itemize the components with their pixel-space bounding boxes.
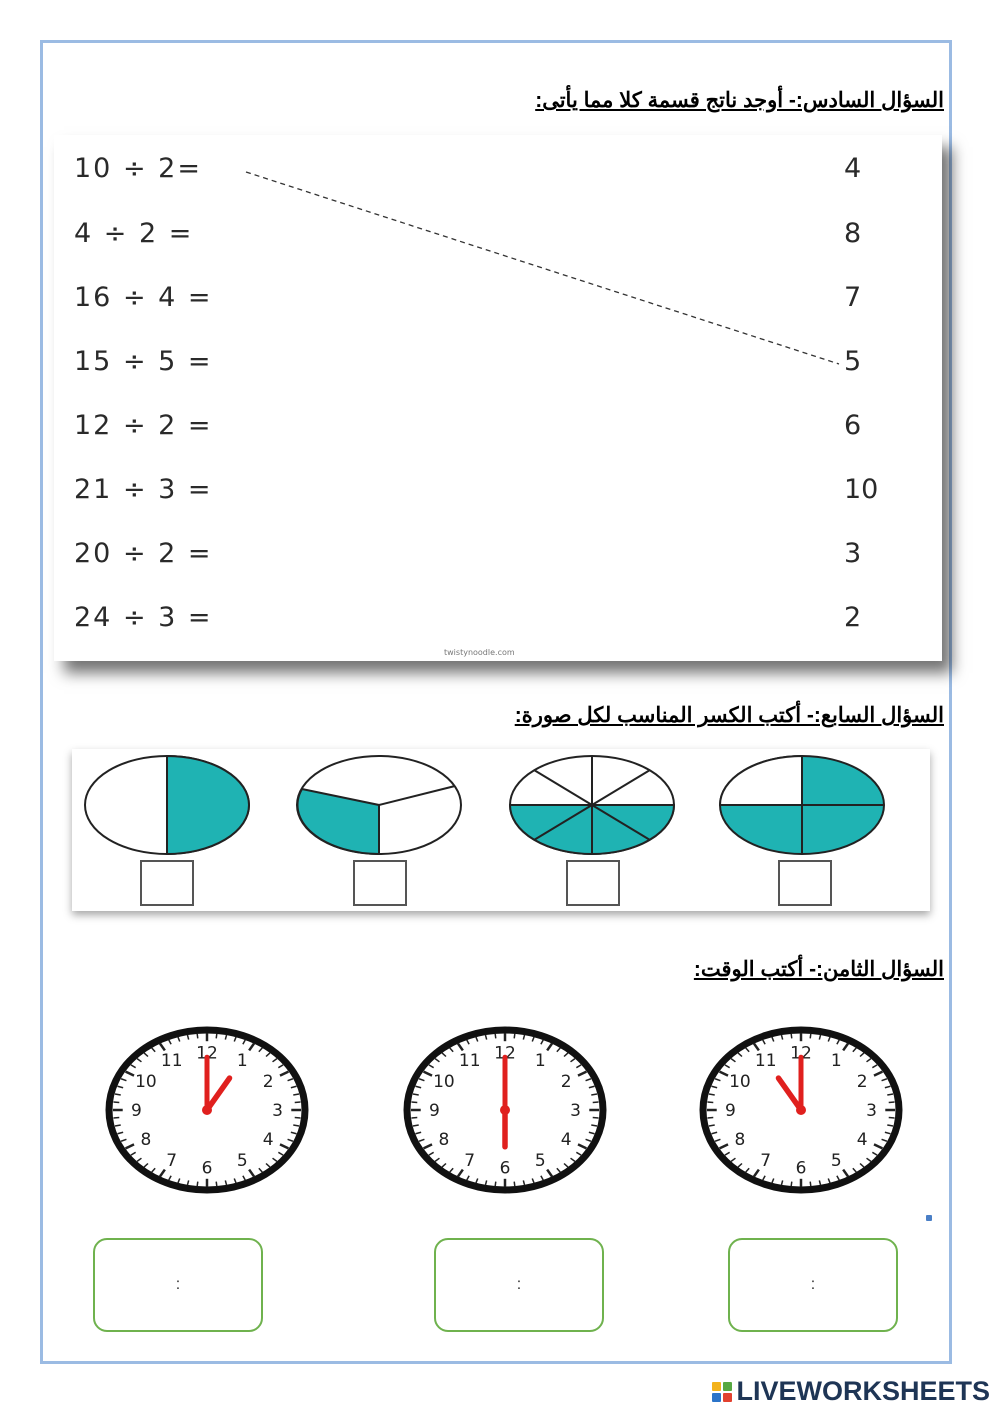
answer-option-1[interactable]: 4 <box>844 153 862 184</box>
clock-2 <box>402 1020 608 1200</box>
clock-number: 6 <box>795 1158 807 1179</box>
equation-8: 24 ÷ 3 = <box>74 602 213 633</box>
clock-number: 3 <box>272 1101 283 1121</box>
clock-number: 10 <box>433 1072 455 1093</box>
answer-option-4[interactable]: 5 <box>844 346 862 377</box>
logo-text: LIVEWORKSHEETS <box>736 1376 990 1406</box>
clock-tick <box>593 1102 599 1103</box>
clock-number: 1 <box>236 1051 248 1072</box>
bullet-dot <box>926 1215 932 1221</box>
clock-tick <box>810 1034 811 1039</box>
equation-7: 20 ÷ 2 = <box>74 538 213 569</box>
answer-option-7[interactable]: 3 <box>844 538 862 569</box>
clock-3 <box>698 1020 904 1200</box>
clock-tick <box>413 1094 419 1095</box>
equation-4: 15 ÷ 5 = <box>74 346 213 377</box>
clock-number: 9 <box>725 1101 736 1121</box>
clock-tick <box>293 1125 299 1126</box>
clock-tick <box>295 1118 301 1119</box>
equation-6: 21 ÷ 3 = <box>74 474 213 505</box>
equation-3: 16 ÷ 4 = <box>74 282 213 313</box>
answer-option-5[interactable]: 6 <box>844 410 862 441</box>
clock-tick <box>791 1034 792 1039</box>
equation-2: 4 ÷ 2 = <box>74 218 194 249</box>
clock-tick <box>216 1034 217 1039</box>
match-line <box>54 135 942 661</box>
answer-option-6[interactable]: 10 <box>844 474 879 505</box>
clock-number: 11 <box>160 1051 183 1072</box>
clock-tick <box>514 1182 515 1187</box>
clock-number: 6 <box>499 1158 511 1179</box>
clock-number: 5 <box>236 1150 248 1171</box>
fraction-circle-1 <box>85 756 249 854</box>
clock-tick <box>887 1125 893 1126</box>
division-panel <box>54 135 942 661</box>
clock-tick <box>295 1102 301 1103</box>
fraction-answer-box-3[interactable] <box>566 860 620 906</box>
answer-option-8[interactable]: 2 <box>844 602 862 633</box>
time-answer-box-1[interactable] <box>93 1238 263 1332</box>
clock-1 <box>104 1020 310 1200</box>
clock-tick <box>197 1034 198 1039</box>
clock-tick <box>495 1034 496 1039</box>
clock-number: 9 <box>131 1101 142 1121</box>
time-placeholder: : <box>175 1276 181 1293</box>
q7-title: السؤال السابع:- أكتب الكسر المناسب لكل صورة: <box>514 704 944 727</box>
clock-number: 11 <box>754 1051 777 1072</box>
clock-number: 3 <box>570 1101 581 1121</box>
fraction-answer-box-4[interactable] <box>778 860 832 906</box>
clock-tick <box>411 1118 417 1119</box>
clock-tick <box>413 1125 419 1126</box>
clock-number: 10 <box>135 1072 157 1093</box>
time-answer-box-3[interactable] <box>728 1238 898 1332</box>
clock-tick <box>113 1118 119 1119</box>
clock-tick <box>593 1118 599 1119</box>
clock-tick <box>707 1102 713 1103</box>
clock-number: 7 <box>464 1150 476 1171</box>
clock-number: 1 <box>534 1051 546 1072</box>
clock-center <box>500 1105 510 1115</box>
clock-number: 1 <box>830 1051 842 1072</box>
clock-number: 11 <box>458 1051 481 1072</box>
clock-number: 12 <box>196 1043 218 1064</box>
clock-number: 4 <box>560 1129 572 1150</box>
answer-option-3[interactable]: 7 <box>844 282 862 313</box>
q6-title: السؤال السادس:- أوجد ناتج قسمة كلا مما يأتى: <box>535 89 944 112</box>
clock-center <box>202 1105 212 1115</box>
clock-tick <box>591 1094 597 1095</box>
time-placeholder: : <box>810 1276 816 1293</box>
clock-tick <box>411 1102 417 1103</box>
source-credit: twistynoodle.com <box>444 648 515 657</box>
clock-tick <box>514 1034 515 1039</box>
time-placeholder: : <box>516 1276 522 1293</box>
clock-tick <box>791 1182 792 1187</box>
q8-title: السؤال الثامن:- أكتب الوقت: <box>693 958 944 981</box>
clock-number: 6 <box>201 1158 213 1179</box>
clock-number: 5 <box>830 1150 842 1171</box>
clock-tick <box>113 1102 119 1103</box>
clock-tick <box>115 1094 121 1095</box>
clock-number: 12 <box>494 1043 516 1064</box>
clock-tick <box>889 1102 895 1103</box>
clock-number: 9 <box>429 1101 440 1121</box>
fraction-circle-4 <box>720 756 884 854</box>
clock-number: 2 <box>856 1072 868 1093</box>
clock-number: 5 <box>534 1150 546 1171</box>
clock-tick <box>709 1094 715 1095</box>
answer-option-2[interactable]: 8 <box>844 218 862 249</box>
clock-number: 4 <box>262 1129 274 1150</box>
fraction-circle-3 <box>510 756 674 854</box>
clock-number: 10 <box>729 1072 751 1093</box>
clock-tick <box>810 1182 811 1187</box>
clock-number: 12 <box>790 1043 812 1064</box>
clock-tick <box>197 1182 198 1187</box>
clock-number: 4 <box>856 1129 868 1150</box>
clock-tick <box>216 1182 217 1187</box>
clock-tick <box>115 1125 121 1126</box>
clock-tick <box>709 1125 715 1126</box>
fraction-circle-2 <box>297 756 461 854</box>
equation-5: 12 ÷ 2 = <box>74 410 213 441</box>
logo-icon <box>712 1382 732 1402</box>
clock-number: 7 <box>166 1150 178 1171</box>
clock-center <box>796 1105 806 1115</box>
fraction-answer-box-2[interactable] <box>353 860 407 906</box>
clock-number: 8 <box>438 1129 450 1150</box>
fractions-panel <box>72 749 930 911</box>
time-answer-box-2[interactable] <box>434 1238 604 1332</box>
clock-number: 8 <box>734 1129 746 1150</box>
clock-tick <box>495 1182 496 1187</box>
clock-tick <box>887 1094 893 1095</box>
clock-number: 2 <box>560 1072 572 1093</box>
fraction-answer-box-1[interactable] <box>140 860 194 906</box>
equation-1: 10 ÷ 2= <box>74 153 202 184</box>
clock-tick <box>591 1125 597 1126</box>
clock-tick <box>293 1094 299 1095</box>
clock-tick <box>707 1118 713 1119</box>
clock-tick <box>889 1118 895 1119</box>
liveworksheets-logo <box>712 1376 990 1407</box>
clock-number: 3 <box>866 1101 877 1121</box>
clock-number: 2 <box>262 1072 274 1093</box>
clock-number: 8 <box>140 1129 152 1150</box>
clock-number: 7 <box>760 1150 772 1171</box>
